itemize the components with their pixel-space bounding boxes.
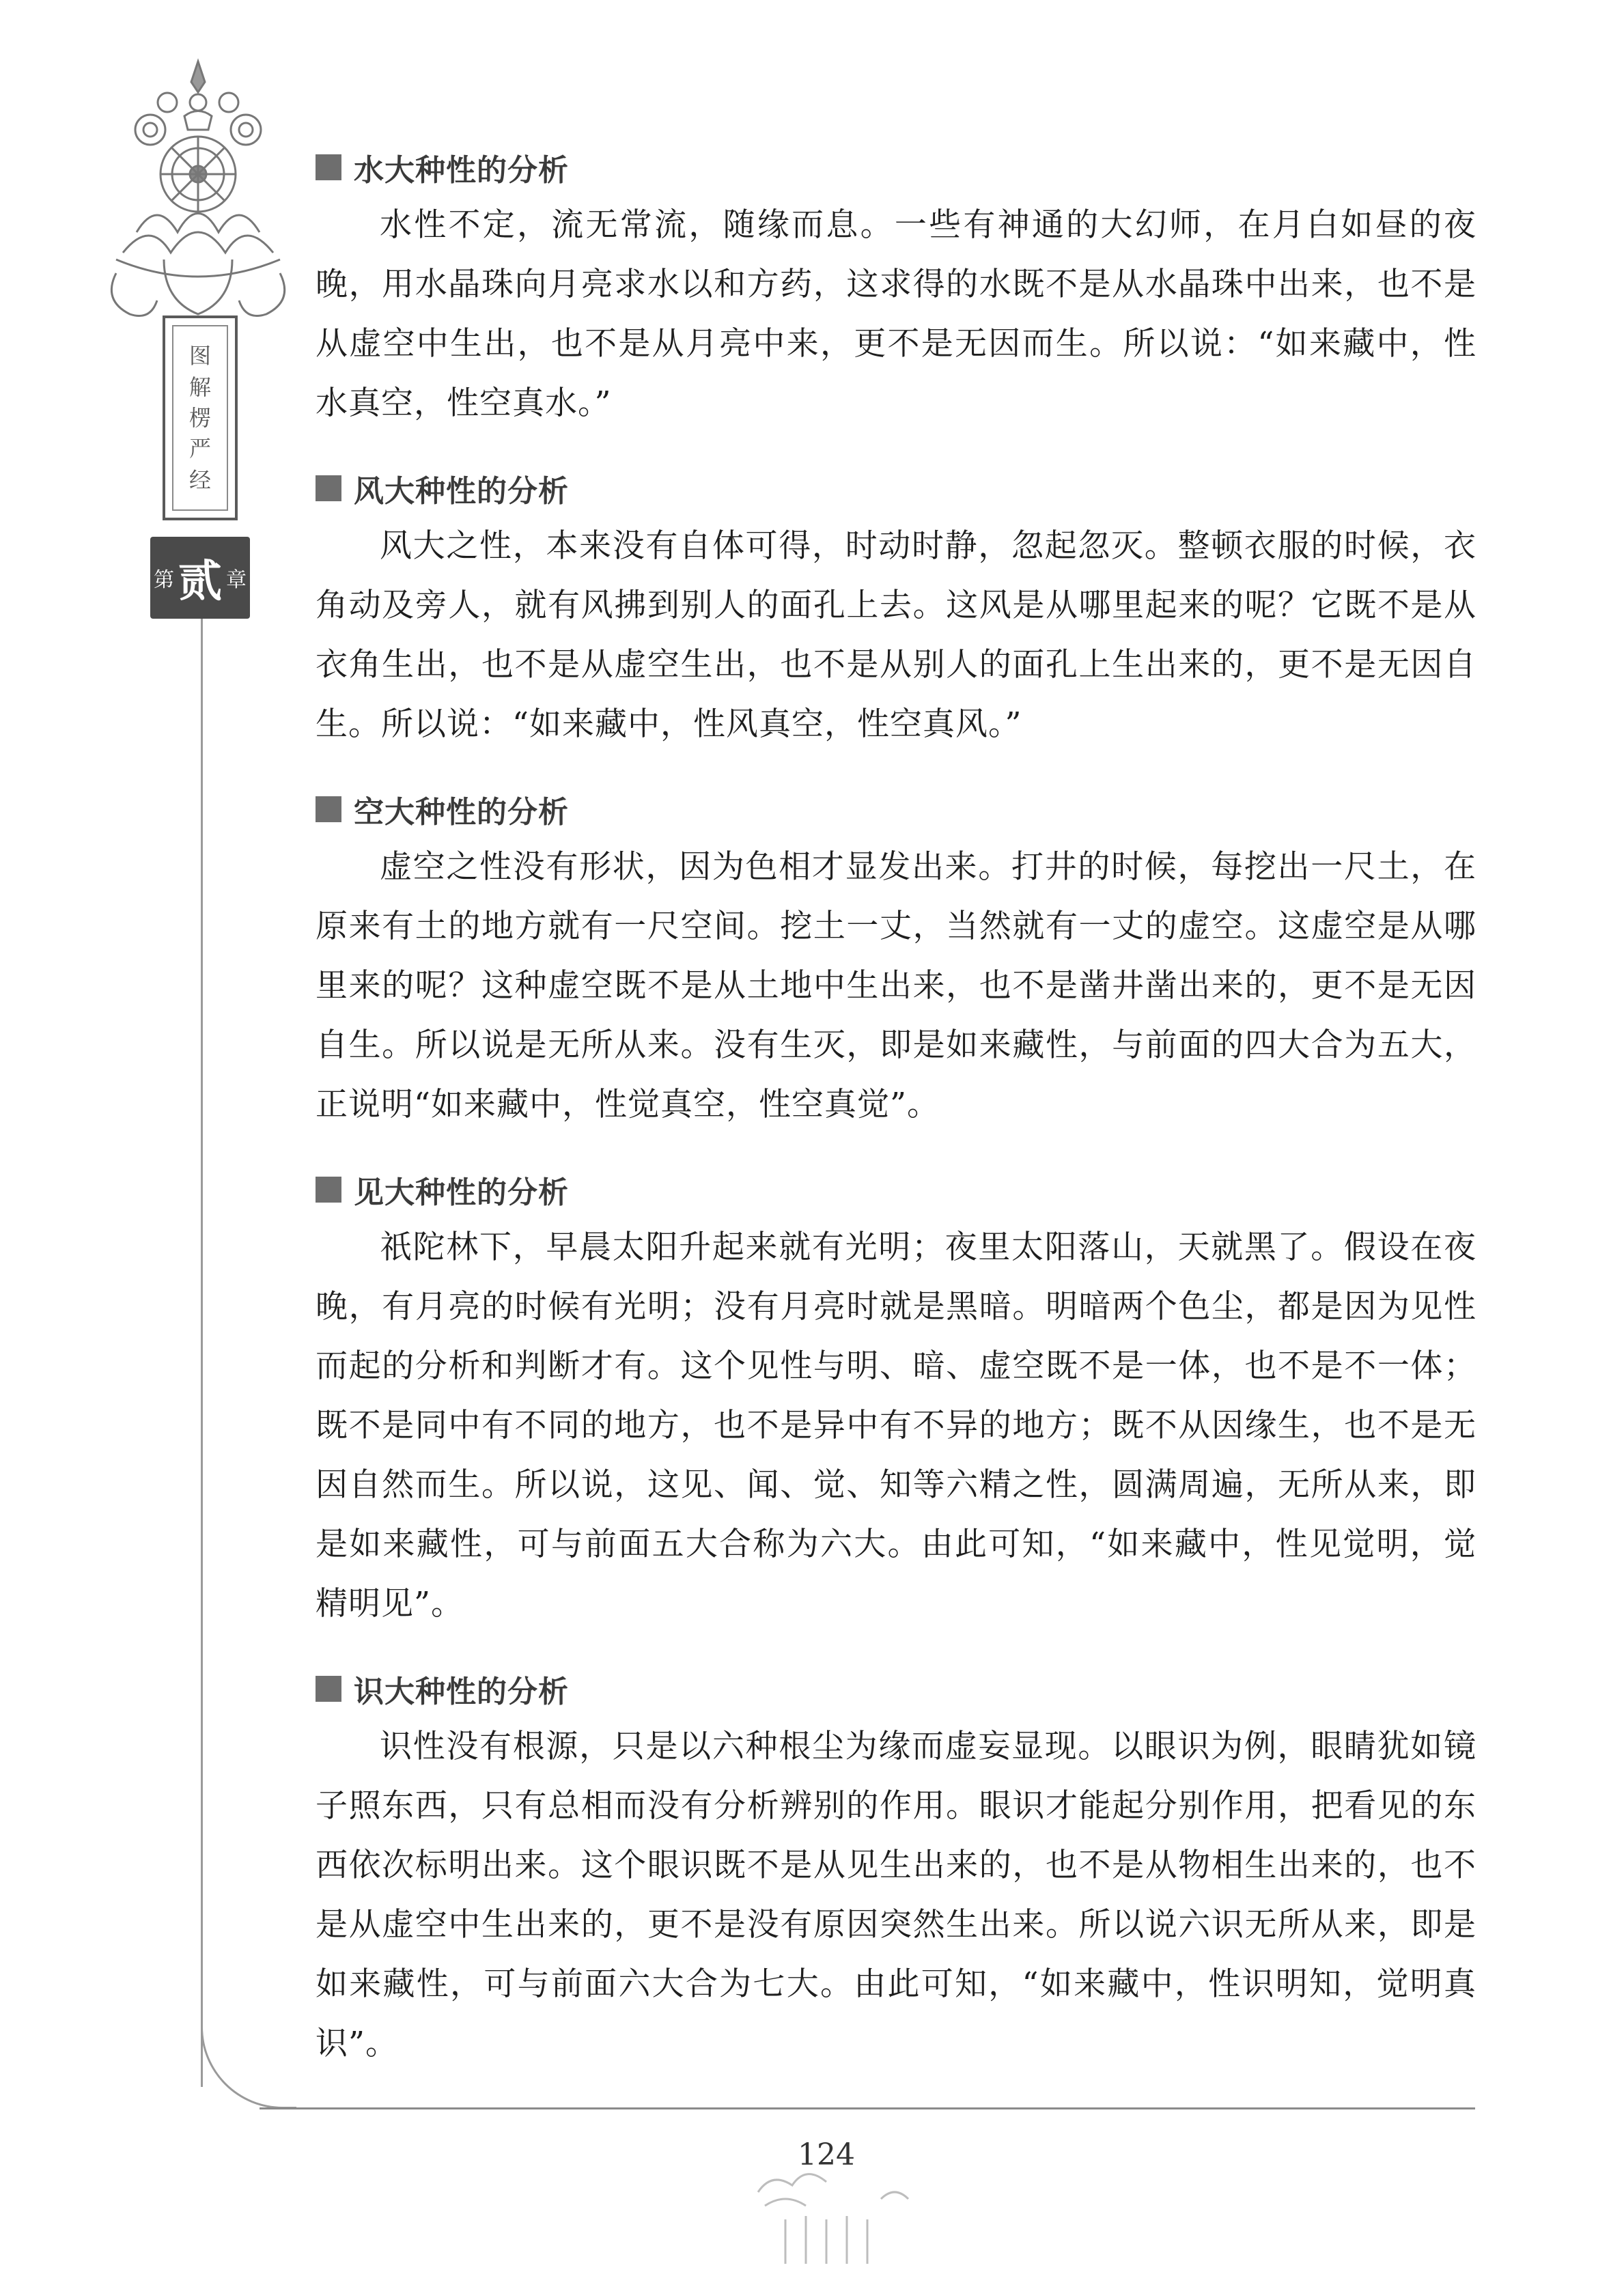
section-body: 祇陀林下，早晨太阳升起来就有光明；夜里太阳落山，天就黑了。假设在夜晚，有月亮的时候有光明；没有月亮时就是黑暗。明暗两个色尘，都是因为见性而起的分析和判断才有。这个见性与明、暗、虚空既不是一体，也不是不一体；既不是同中有不同的地方，也不是异中有不异的地方；既不从因缘生，也不是无因自然而生。所以说，这见、闻、觉、知等六精之性，圆满周遍，无所从来，即是如来藏性，可与前面五大合称为六大。由此可知，“如来藏中，性见觉明，觉精明见”。 [316, 1229, 1476, 1623]
section-body: 虚空之性没有形状，因为色相才显发出来。打井的时候，每挖出一尺土，在原来有土的地方就有一尺空间。挖土一丈，当然就有一丈的虚空。这虚空是从哪里来的呢？这种虚空既不是从土地中生出来，也不是凿井凿出来的，更不是无因自生。所以说是无所从来。没有生灭，即是如来藏性，与前面的四大合为五大，正说明“如来藏中，性觉真空，性空真觉”。 [316, 848, 1476, 1123]
section-heading [316, 1166, 1476, 1214]
section-body: 风大之性，本来没有自体可得，时动时静，忽起忽灭。整顿衣服的时候，衣角动及旁人，就有风拂到别人的面孔上去。这风是从哪里起来的呢？它既不是从衣角生出，也不是从虚空生出，也不是从别人的面孔上生出来的，更不是无因自生。所以说：“如来藏中，性风真空，性空真风。” [316, 527, 1476, 743]
main-content [316, 143, 1476, 2105]
chapter-number: 贰 [178, 557, 222, 606]
section-body: 识性没有根源，只是以六种根尘为缘而虚妄显现。以眼识为例，眼睛犹如镜子照东西，只有总相而没有分析辨别的作用。眼识才能起分别作用，把看见的东西依次标明出来。这个眼识既不是从见生出来的，也不是从物相生出来的，也不是从虚空中生出来的，更不是没有原因突然生出来。所以说六识无所从来，即是如来藏性，可与前面六大合为七大。由此可知，“如来藏中，性识明知，觉明真识”。 [316, 1728, 1476, 2062]
section-title: 空大种性的分析 [354, 796, 569, 829]
section-space [316, 785, 1476, 1134]
page-corner-curve [201, 2019, 296, 2109]
chapter-label [150, 537, 250, 619]
section-seeing [316, 1166, 1476, 1633]
heading-square-icon [316, 1177, 341, 1203]
chapter-suffix: 章 [226, 569, 247, 591]
section-body: 水性不定，流无常流，随缘而息。一些有神通的大幻师，在月白如昼的夜晚，用水晶珠向月亮求水以和方药，这求得的水既不是从水晶珠中出来，也不是从虚空中生出，也不是从月亮中来，更不是无因而生。所以说：“如来藏中，性水真空，性空真水。” [316, 206, 1476, 422]
chapter-prefix: 第 [154, 569, 174, 591]
section-title: 风大种性的分析 [354, 475, 569, 508]
section-consciousness [316, 1665, 1476, 2073]
section-heading [316, 464, 1476, 512]
heading-square-icon [316, 1676, 341, 1702]
section-title: 水大种性的分析 [354, 154, 569, 187]
book-title-char: 楞 [188, 405, 211, 430]
page-number: 124 [798, 2137, 855, 2172]
section-water [316, 143, 1476, 433]
section-title: 见大种性的分析 [354, 1176, 569, 1209]
book-title-char: 严 [188, 436, 211, 462]
section-heading [316, 785, 1476, 833]
section-title: 识大种性的分析 [354, 1675, 569, 1709]
book-title-char: 经 [188, 467, 211, 492]
heading-square-icon [316, 475, 341, 501]
heading-square-icon [316, 796, 341, 822]
section-heading [316, 143, 1476, 191]
book-title-char: 解 [188, 374, 211, 399]
book-title-box [163, 315, 238, 520]
lotus-ornament-icon [96, 55, 300, 341]
sidebar-divider [201, 619, 203, 2087]
section-wind [316, 464, 1476, 754]
book-title-vertical [172, 325, 228, 511]
bottom-rule [260, 2107, 1475, 2109]
section-heading [316, 1665, 1476, 1713]
book-title-char: 图 [188, 343, 211, 369]
heading-square-icon [316, 154, 341, 180]
